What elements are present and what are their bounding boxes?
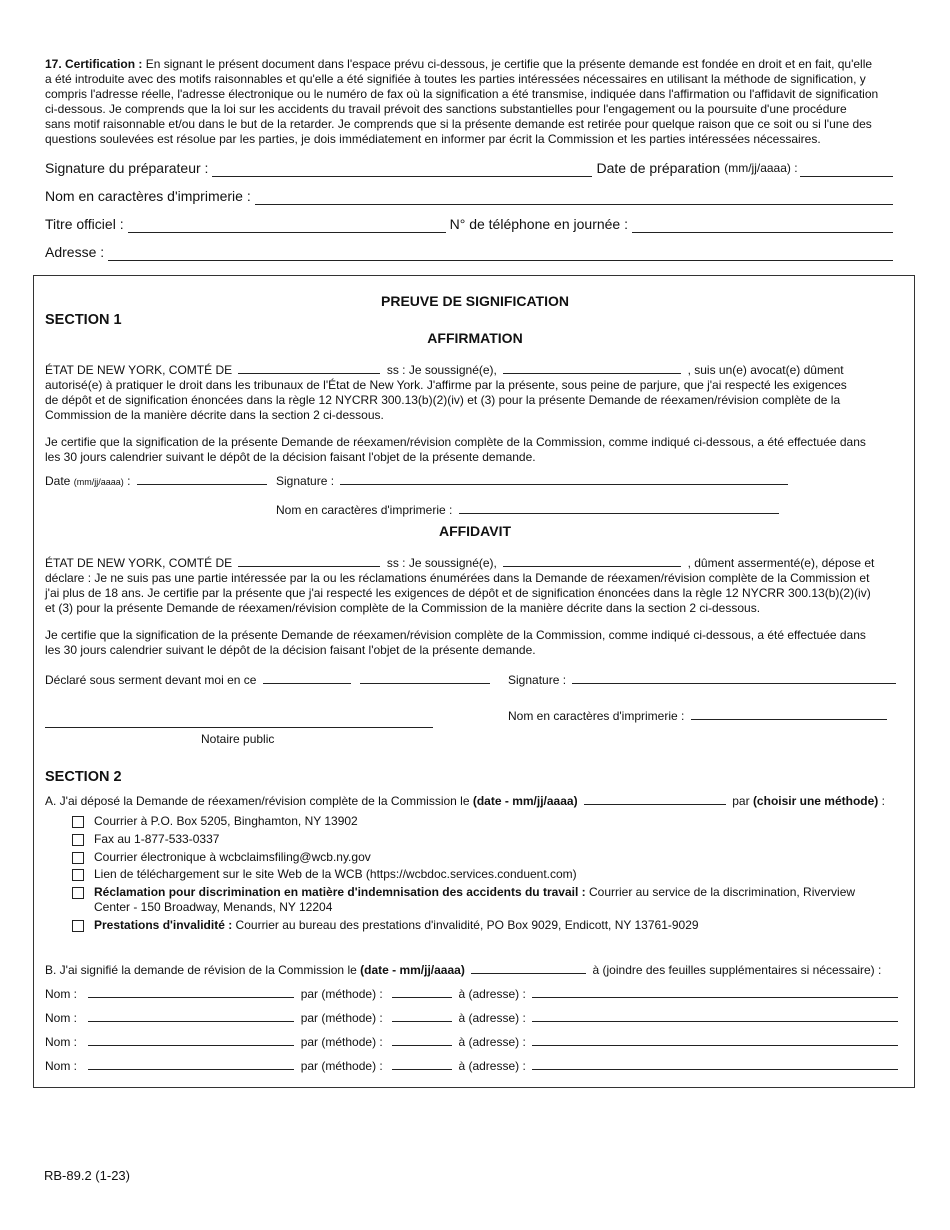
section2-b-row: B. J'ai signifié la demande de révision de la Commission le (date - mm/jj/aaaa) à (joindre des feuilles supplémentaires si nécessaire) :: [45, 963, 882, 977]
certification-text: 17. Certification : En signant le présent document dans l'espace prévu ci-dessous, je certifie que la présente demande est fondée en droit et en fait, qu'elle a été introduite avec des motifs raisonnables et qu'elle a été signifiée à toutes les parties intéressées nécessaires en utilisant la méthode de signification, y compris l'adresse réelle, l'adresse électronique ou le numéro de fax où la signification a été transmise, indiquée dans l'affirmation ou l'affidavit de signification ci-dessous. Je comprends que la loi sur les accidents du travail prévoit des sanctions substantielles pour l'engagement ou la poursuite d'une procédure sans motif raisonnable et/ou dans le but de la retarder. Je comprends que si la présente demande est retirée pour quelque raison que ce soit ou si l'une des questions soulevées est résolue par les parties, je dois immédiatement en informer par écrit la Commission et les parties intéressées nécessaires.: [45, 57, 879, 146]
affirmation-certify-text: Je certifie que la signification de la présente Demande de réexamen/révision complète de la Commission, comme indiqué ci-dessous, a été effectuée dans les 30 jours calendrier suivant le dépôt de la décision faisant l'objet de la présente demande.: [45, 435, 866, 464]
affirmation-name-field[interactable]: [503, 361, 681, 374]
affirmation-signature-field[interactable]: [340, 472, 788, 485]
preparer-signature-field[interactable]: [212, 163, 592, 177]
certification-heading: 17. Certification :: [45, 57, 143, 71]
method-option[interactable]: Courrier à P.O. Box 5205, Binghamton, NY 13902: [72, 814, 358, 829]
served-address-field[interactable]: [532, 1057, 898, 1070]
notary-label: Notaire public: [201, 732, 275, 746]
served-name-field[interactable]: [88, 1009, 294, 1022]
service-date-field[interactable]: [471, 961, 586, 974]
affidavit-print-name-row: Nom en caractères d'imprimerie :: [508, 707, 890, 724]
served-address-field[interactable]: [532, 1033, 898, 1046]
checkbox[interactable]: [72, 852, 84, 864]
served-address-field[interactable]: [532, 985, 898, 998]
served-party-row: Nom : par (méthode) : à (adresse) :: [45, 1057, 901, 1074]
checkbox[interactable]: [72, 834, 84, 846]
daytime-phone-field[interactable]: [632, 219, 893, 233]
affirmation-county-field[interactable]: [238, 361, 380, 374]
checkbox[interactable]: [72, 920, 84, 932]
section2-a-row: A. J'ai déposé la Demande de réexamen/révision complète de la Commission le (date - mm/jj/aaaa) par (choisir une méthode) :: [45, 794, 885, 808]
served-method-field[interactable]: [392, 985, 452, 998]
notary-signature-line[interactable]: [45, 727, 433, 728]
served-party-row: Nom : par (méthode) : à (adresse) :: [45, 985, 901, 1002]
served-method-field[interactable]: [392, 1009, 452, 1022]
checkbox[interactable]: [72, 887, 84, 899]
title-phone-row: Titre officiel : N° de téléphone en journée :: [45, 216, 893, 233]
official-title-field[interactable]: [128, 219, 446, 233]
sworn-month-field[interactable]: [360, 671, 490, 684]
section1-label: SECTION 1: [45, 312, 122, 328]
print-name-field[interactable]: [255, 191, 893, 205]
served-method-field[interactable]: [392, 1057, 452, 1070]
method-option[interactable]: Prestations d'invalidité : Courrier au bureau des prestations d'invalidité, PO Box 9029, Endicott, NY 13761-9029: [72, 918, 699, 933]
affirmation-text: ÉTAT DE NEW YORK, COMTÉ DE ss : Je soussigné(e), , suis un(e) avocat(e) dûment autorisé(e) à pratiquer le droit dans les tribunaux de l'État de New York. J'affirme par la présente, sous peine de parjure, que j'ai respecté les exigences de dépôt et de signification énoncées dans la règle 12 NYCRR 300.13(b)(2)(iv) et (3) pour la présente Demande de réexamen/révision complète de la Commission de la manière décrite dans la section 2 ci-dessous.: [45, 363, 847, 422]
affidavit-county-field[interactable]: [238, 554, 380, 567]
served-name-field[interactable]: [88, 1033, 294, 1046]
served-address-field[interactable]: [532, 1009, 898, 1022]
preparer-signature-row: Signature du préparateur : Date de préparation (mm/jj/aaaa) :: [45, 160, 893, 177]
served-party-row: Nom : par (méthode) : à (adresse) :: [45, 1033, 901, 1050]
affirmation-date-field[interactable]: [137, 472, 267, 485]
affirmation-date-row: Date (mm/jj/aaaa) :: [45, 472, 270, 490]
method-option[interactable]: Lien de téléchargement sur le site Web de la WCB (https://wcbdoc.services.conduent.com): [72, 867, 577, 882]
served-name-field[interactable]: [88, 985, 294, 998]
method-option[interactable]: Courrier électronique à wcbclaimsfiling@wcb.ny.gov: [72, 850, 371, 865]
address-row: Adresse :: [45, 244, 893, 261]
affidavit-print-name-field[interactable]: [691, 707, 887, 720]
affidavit-name-field[interactable]: [503, 554, 681, 567]
affirmation-title: AFFIRMATION: [427, 330, 523, 346]
filing-date-field[interactable]: [584, 792, 726, 805]
affidavit-signature-row: Signature :: [508, 671, 899, 688]
address-field[interactable]: [108, 247, 893, 261]
affirmation-signature-row: Signature :: [276, 472, 791, 489]
affidavit-text: ÉTAT DE NEW YORK, COMTÉ DE ss : Je soussigné(e), , dûment assermenté(e), dépose et déclare : Je ne suis pas une partie intéressée par la ou les réclamations énumérées dans la Demande de réexamen/révision complète de la Commission et j'ai plus de 18 ans. Je certifie par la présente que j'ai respecté les exigences de dépôt et de signification énoncées dans la règle 12 NYCRR 300.13(b)(2)(iv) et (3) pour la présente Demande de réexamen/révision complète de la Commission de la manière décrite dans la section 2 ci-dessous.: [45, 556, 875, 615]
served-method-field[interactable]: [392, 1033, 452, 1046]
print-name-row: Nom en caractères d'imprimerie :: [45, 188, 893, 205]
served-name-field[interactable]: [88, 1057, 294, 1070]
affirmation-print-name-row: Nom en caractères d'imprimerie :: [276, 501, 782, 518]
checkbox[interactable]: [72, 869, 84, 881]
section2-label: SECTION 2: [45, 769, 122, 785]
sworn-row: Déclaré sous serment devant moi en ce: [45, 671, 493, 688]
proof-title: PREUVE DE SIGNIFICATION: [381, 293, 569, 309]
checkbox[interactable]: [72, 816, 84, 828]
affidavit-certify-text: Je certifie que la signification de la présente Demande de réexamen/révision complète de la Commission, comme indiqué ci-dessous, a été effectuée dans les 30 jours calendrier suivant le dépôt de la décision faisant l'objet de la présente demande.: [45, 628, 866, 657]
preparation-date-field[interactable]: [800, 163, 893, 177]
affidavit-title: AFFIDAVIT: [438, 523, 512, 539]
served-party-row: Nom : par (méthode) : à (adresse) :: [45, 1009, 901, 1026]
sworn-day-field[interactable]: [263, 671, 351, 684]
method-option[interactable]: Réclamation pour discrimination en matière d'indemnisation des accidents du travail : Courrier au service de la discrimination, Riverview Center - 150 Broadway, Menands, NY 12204: [72, 885, 855, 915]
affirmation-print-name-field[interactable]: [459, 501, 779, 514]
form-code: RB-89.2 (1-23): [44, 1168, 130, 1183]
method-option[interactable]: Fax au 1-877-533-0337: [72, 832, 219, 847]
affidavit-signature-field[interactable]: [572, 671, 896, 684]
